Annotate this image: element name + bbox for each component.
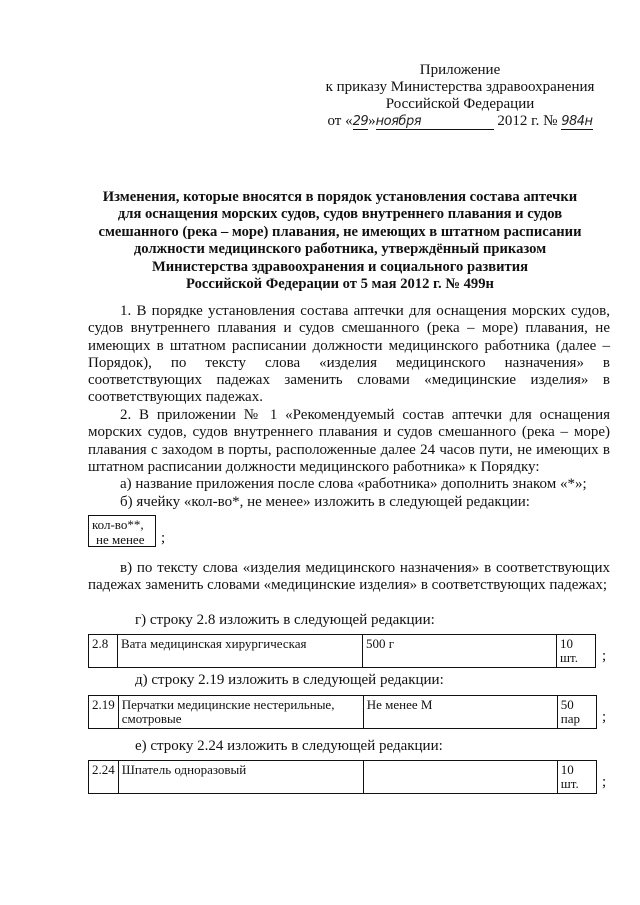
kolvo-cell	[88, 515, 156, 547]
row-spec	[363, 761, 557, 794]
row-name: Шпатель одноразовый	[118, 761, 363, 794]
date-month: ноября	[376, 115, 494, 130]
row-name: Перчатки медицинские нестерильные, смотровые	[118, 696, 363, 729]
item-b: б) ячейку «кол-во*, не менее» изложить в следующей редакции:	[120, 494, 530, 510]
item-d: д) строку 2.19 изложить в следующей редакции:	[135, 672, 444, 688]
table-2-24-suffix: ;	[602, 774, 607, 790]
kolvo-line-2: не менее	[96, 532, 145, 547]
date-prefix: от «	[327, 113, 353, 129]
appendix-date-line	[300, 113, 620, 130]
row-qty: 10 шт.	[557, 635, 596, 668]
title-line: Российской Федерации от 5 мая 2012 г. № 499н	[186, 276, 494, 293]
document-title	[70, 189, 610, 293]
appendix-federation: Российской Федерации	[385, 96, 535, 112]
title-line: должности медицинского работника, утверждённый приказом	[133, 241, 547, 258]
kolvo-line-1: кол-во**,	[92, 517, 144, 532]
date-mid: »	[368, 113, 376, 129]
item-e: е) строку 2.24 изложить в следующей редакции:	[135, 738, 443, 754]
row-number: 2.19	[89, 696, 119, 729]
item-v: в) по тексту слова «изделия медицинского назначения» в соответствующих падежах заменить словами «медицинские изделия» в соответствующих падежах;	[88, 560, 610, 594]
row-spec: Не менее М	[363, 696, 557, 729]
table-2-19-suffix: ;	[602, 709, 607, 725]
title-line: Министерства здравоохранения и социального развития	[151, 258, 528, 275]
appendix-header	[300, 62, 620, 130]
paragraph-2: 2. В приложении № 1 «Рекомендуемый состав аптечки для оснащения морских судов, судов внутреннего плавания и судов смешанного (река – море) плавания с заходом в порты, расположенные далее 24 часов пути, не имеющих в штатном расписании должности медицинского работника» к Порядку:	[88, 407, 610, 475]
item-g: г) строку 2.8 изложить в следующей редакции:	[135, 612, 435, 628]
date-day: 29	[352, 114, 369, 129]
title-line: Изменения, которые вносятся в порядок установления состава аптечки	[102, 189, 578, 205]
order-number: 984н	[561, 114, 593, 129]
row-number: 2.24	[89, 761, 119, 794]
row-qty: 50 пар	[557, 696, 596, 729]
kolvo-suffix: ;	[161, 530, 166, 546]
title-line: смешанного (река – море) плавания, не имеющих в штатном расписании	[98, 223, 582, 240]
row-qty: 10 шт.	[557, 761, 596, 794]
date-year: 2012 г. №	[493, 113, 562, 129]
table-row-2-24	[88, 760, 597, 794]
row-spec: 500 г	[363, 635, 557, 668]
title-line: для оснащения морских судов, судов внутреннего плавания и судов	[117, 206, 563, 223]
appendix-order-ref: к приказу Министерства здравоохранения	[325, 79, 595, 95]
paragraph-1: 1. В порядке установления состава аптечки для оснащения морских судов, судов внутреннего плавания и судов смешанного (река – море) плавания, не имеющих в штатном расписании должности медицинского работника (далее – Порядок), по тексту слова «изделия медицинского назначения» в соответствующих падежах заменить словами «медицинские изделия» в соответствующих падежах.	[88, 303, 610, 406]
table-2-8-suffix: ;	[602, 648, 607, 664]
row-name: Вата медицинская хирургическая	[118, 635, 363, 668]
table-row-2-19	[88, 695, 597, 729]
row-number: 2.8	[89, 635, 118, 668]
appendix-label: Приложение	[419, 62, 501, 78]
table-row-2-8	[88, 634, 596, 668]
item-a: а) название приложения после слова «работника» дополнить знаком «*»;	[120, 476, 587, 492]
